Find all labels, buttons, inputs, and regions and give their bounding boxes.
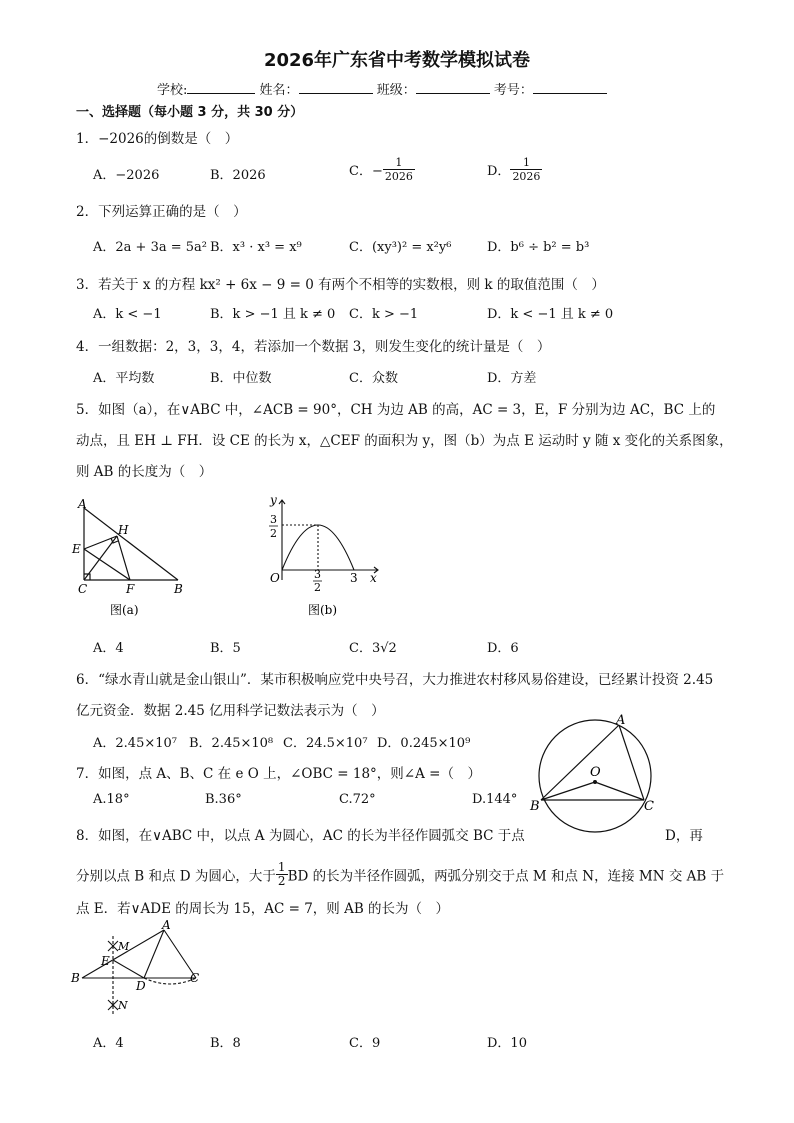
q7-option-a[interactable]: A.18° [93,792,130,807]
q6-stem-line1: 6．“绿水青山就是金山银山”．某市积极响应党中央号召，大力推进农村移风易俗建设，已经累计投资 2.45 [76,672,714,688]
name-label: 姓名： [259,83,299,98]
label-n: N [118,999,128,1012]
q8-stem-line2 [76,861,724,888]
exam-title: 2026年广东省中考数学模拟试卷 [263,50,531,71]
q6-option-a[interactable]: A．2.45×10⁷ [93,736,177,751]
arc-dc [144,978,196,984]
radius-ob [541,782,595,800]
q5-option-b[interactable]: B．5 [210,641,241,656]
label-e: E [101,954,110,968]
q1-stem: 1．−2026的倒数是（ ） [76,131,239,147]
q8-stem-line1-end: D，再 [665,828,703,844]
label-c: C [644,799,654,814]
q4-option-a[interactable]: A．平均数 [93,371,155,386]
radius-oc [595,782,644,800]
fraction-numerator: 1 [277,860,286,874]
label-a: A [616,713,626,728]
q8-option-c[interactable]: C．9 [349,1036,381,1051]
fraction-denominator: 2026 [512,170,541,183]
origin-label: O [270,571,280,585]
caption-fig-a: 图(a) [110,603,139,617]
label-e: E [72,542,81,556]
fraction-numerator: 1 [383,156,415,170]
y-tick-half-den: 2 [270,527,277,540]
side-ab [82,930,164,978]
q7-option-d[interactable]: D.144° [472,792,518,807]
q8-line2-part1: 分别以点 B 和点 D 为圆心，大于 [76,868,276,885]
segment-hf [117,536,130,580]
q8-figure [68,918,218,1022]
label-b: B [530,799,540,814]
label-b: B [71,971,80,985]
segment-ed [113,960,144,978]
q4-option-c[interactable]: C．众数 [349,371,398,386]
q8-line2-part2: BD 的长为半径作圆弧，两弧分别交于点 M 和点 N，连接 MN 交 AB 于 [287,868,725,885]
q2-stem: 2．下列运算正确的是（ ） [76,204,247,220]
q5-stem-line2: 动点，且 EH ⊥ FH．设 CE 的长为 x，△CEF 的面积为 y，图（b）为点 E 运动时 y 随 x 变化的关系图象， [76,433,733,449]
axis-label-y: y [270,493,277,507]
q4-stem: 4．一组数据：2，3，3，4，若添加一个数据 3，则发生变化的统计量是（ ） [76,339,551,355]
label-d: D [136,979,146,993]
q2-option-b[interactable]: B．x³ · x³ = x⁹ [210,240,302,255]
label-a: A [162,918,171,932]
q8-option-b[interactable]: B．8 [210,1036,241,1051]
x-tick-half-den: 2 [314,581,321,594]
q1-option-c-label: C．− [349,164,383,179]
caption-fig-b: 图(b) [308,603,338,617]
school-label: 学校: [157,83,188,98]
class-label: 班级： [376,83,416,98]
section-heading: 一、选择题（每小题 3 分，共 30 分） [76,105,304,120]
q1-option-b[interactable]: B．2026 [210,168,266,183]
q6-option-d[interactable]: D．0.245×10⁹ [377,736,471,751]
label-c: C [190,971,200,985]
q5-figure-b [258,490,388,620]
exam-no-label: 考号： [493,83,533,98]
q2-option-d[interactable]: D．b⁶ ÷ b² = b³ [487,240,590,255]
label-h: H [118,523,129,537]
q8-stem-line1: 8．如图，在∨ABC 中，以点 A 为圆心，AC 的长为半径作圆弧交 BC 于点 [76,828,525,844]
q1-option-a[interactable]: A．−2026 [93,168,160,183]
q4-option-b[interactable]: B．中位数 [210,371,272,386]
exam-no-blank[interactable] [533,81,607,94]
q5-option-c[interactable]: C．3√2 [349,641,397,656]
q1-option-c[interactable] [349,156,415,183]
parabola-curve [282,525,354,570]
q3-option-a[interactable]: A．k < −1 [93,307,162,322]
q7-circle-figure [528,710,668,836]
q7-stem: 7．如图，点 A、B、C 在 e O 上，∠OBC = 18°，则∠A =（ ） [76,766,481,782]
q8-half-fraction [276,861,288,888]
q1-option-d-label: D． [487,164,511,179]
label-c: C [78,582,88,596]
q7-option-b[interactable]: B.36° [205,792,242,807]
q3-option-c[interactable]: C．k > −1 [349,307,419,322]
label-f: F [126,582,135,596]
fraction-denominator: 2 [277,874,286,888]
y-tick-half-num: 3 [270,513,277,526]
q3-option-d[interactable]: D．k < −1 且 k ≠ 0 [487,307,614,322]
q8-stem-line3: 点 E．若∨ADE 的周长为 15，AC = 7，则 AB 的长为（ ） [76,901,450,917]
school-blank[interactable] [187,81,255,94]
axis-label-x: x [370,571,377,585]
student-info-line [157,79,607,98]
q5-stem-line3: 则 AB 的长度为（ ） [76,464,213,480]
chord-ab [541,725,619,800]
q1-option-d-fraction [510,156,542,183]
q5-option-a[interactable]: A．4 [93,641,124,656]
chord-ac [619,725,644,800]
q8-option-d[interactable]: D．10 [487,1036,527,1051]
q7-option-c[interactable]: C.72° [339,792,376,807]
label-b: B [174,582,183,596]
class-blank[interactable] [416,81,490,94]
label-a: A [78,497,87,511]
fraction-numerator: 1 [510,156,542,170]
label-m: M [118,940,130,953]
q5-figure-a [70,496,195,621]
q8-option-a[interactable]: A．4 [93,1036,124,1051]
x-tick-3: 3 [350,571,358,585]
q6-option-c[interactable]: C．24.5×10⁷ [283,736,368,751]
q1-option-c-fraction [383,156,415,183]
q6-stem-line2: 亿元资金．数据 2.45 亿用科学记数法表示为（ ） [76,703,385,719]
x-tick-half-num: 3 [314,568,321,581]
q3-option-b[interactable]: B．k > −1 且 k ≠ 0 [210,307,336,322]
q4-option-d[interactable]: D．方差 [487,371,537,386]
fraction-denominator: 2026 [384,170,413,183]
q3-stem: 3．若关于 x 的方程 kx² + 6x − 9 = 0 有两个不相等的实数根，则 k 的取值范围（ ） [76,277,605,293]
q2-option-a[interactable]: A．2a + 3a = 5a² [93,240,207,255]
q5-stem-line1: 5．如图（a），在∨ABC 中，∠ACB = 90°，CH 为边 AB 的高，AC = 3，E，F 分别为边 AC，BC 上的 [76,402,716,418]
label-o: O [590,765,601,780]
q2-option-c[interactable]: C．(xy³)² = x²y⁶ [349,240,452,255]
q6-option-b[interactable]: B．2.45×10⁸ [189,736,274,751]
name-blank[interactable] [299,81,373,94]
q5-option-d[interactable]: D．6 [487,641,519,656]
segment-ad [144,930,164,978]
segment-ef [84,549,130,580]
center-point [593,780,597,784]
q1-option-d[interactable] [487,156,542,183]
